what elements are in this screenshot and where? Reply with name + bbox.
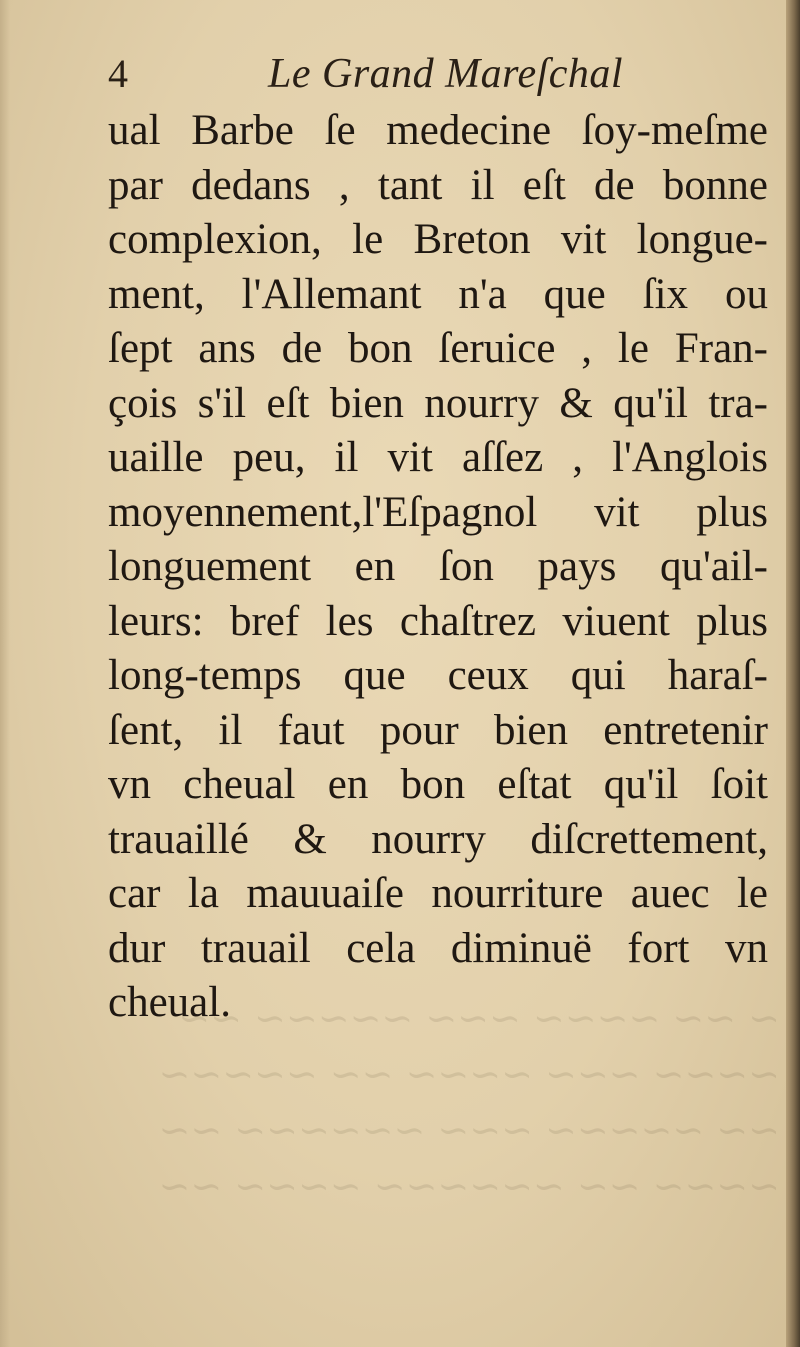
text-line: car la mauuaiſe nourriture auec le — [108, 870, 768, 917]
text-line: leurs: bref les chaſtrez viuent plus — [108, 597, 768, 645]
text-line: moyennement,l'Eſpagnol vit plus — [108, 488, 768, 536]
page-gutter-edge — [786, 0, 800, 1347]
body-text — [108, 104, 768, 1031]
text-line: ſent, il faut pour bien entretenir — [108, 706, 768, 754]
text-line-last: cheual. — [108, 979, 231, 1026]
text-line: uaille peu, il vit aſſez , l'Anglois — [108, 434, 768, 481]
text-line: complexion, le Breton vit longue- — [108, 216, 768, 263]
text-line: par dedans , tant il eſt de bonne — [108, 161, 768, 209]
show-through-texture: ~ ~~ ~~~~ ~~~ ~~~~~ ~~ ~~~~ ~~~ ~~~~ ~~ ~~~~~ ~~ ~~~~~ ~~~ ~~~~~~ ~~ ~~~~ ~~ ~~~~~~ ~~~~ ~~ — [158, 996, 780, 1208]
text-line: çois s'il eſt bien nourry & qu'il tra- — [108, 379, 768, 427]
page-left-shadow — [0, 0, 10, 1347]
text-line: long-temps que ceux qui haraſ- — [108, 652, 768, 699]
text-line: longuement en ſon pays qu'ail- — [108, 543, 768, 590]
page-number: 4 — [108, 51, 128, 96]
page-header — [108, 50, 768, 106]
text-line: vn cheual en bon eſtat qu'il ſoit — [108, 761, 768, 808]
text-line: ſept ans de bon ſeruice , le Fran- — [108, 325, 768, 372]
text-line: ual Barbe ſe medecine ſoy-meſme — [108, 107, 768, 154]
text-line: dur trauail cela diminuë fort vn — [108, 924, 768, 972]
text-line: trauaillé & nourry diſcrettement, — [108, 815, 768, 863]
running-title: Le Grand Mareſchal — [268, 51, 624, 97]
text-line: ment, l'Allemant n'a que ſix ou — [108, 270, 768, 318]
